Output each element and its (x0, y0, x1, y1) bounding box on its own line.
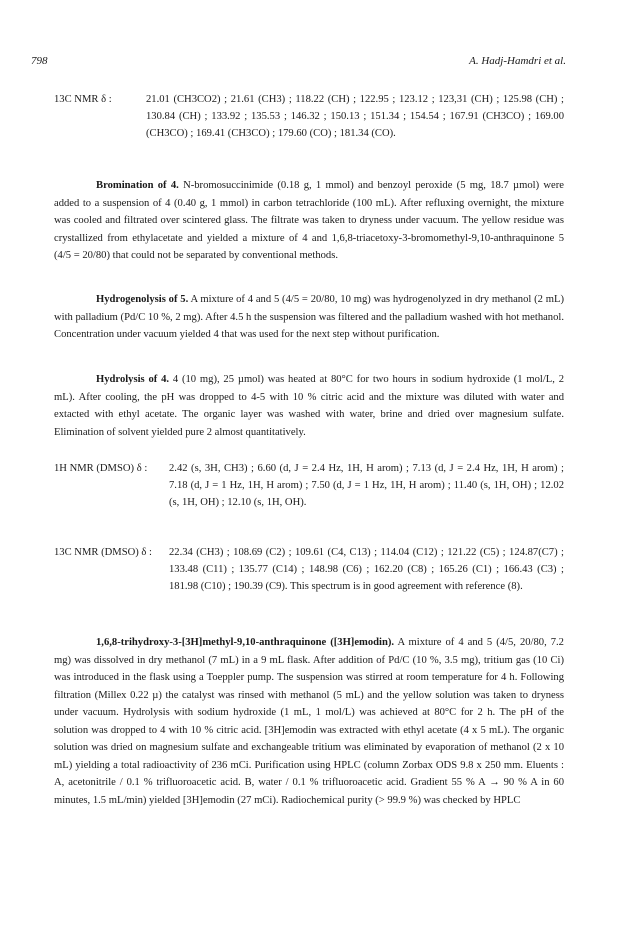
nmr-13c-dmso-text: 22.34 (CH3) ; 108.69 (C2) ; 109.61 (C4, C13) ; 114.04 (C12) ; 121.22 (C5) ; 124.87(C7) ; 133.48 (C11) ; 135.77 (C14) ; 148.98 (C6) ; 162.20 (C8) ; 165.26 (C1) ; 166.43 (C3) ; 181.98 (C10) ; 190.39 (C9). This spectrum is in good agreement with reference (8). (169, 547, 564, 592)
nmr-13c-label: 13C NMR δ : (54, 94, 112, 105)
running-author: A. Hadj-Hamdri et al. (469, 55, 566, 67)
emodin-paragraph (54, 634, 564, 809)
nmr-1h-block (54, 461, 564, 511)
hydrolysis-paragraph (54, 371, 564, 441)
nmr-13c-block (54, 92, 564, 142)
nmr-13c-text: 21.01 (CH3CO2) ; 21.61 (CH3) ; 118.22 (CH) ; 122.95 ; 123.12 ; 123,31 (CH) ; 125.98 (CH) ; 130.84 (CH) ; 133.92 ; 135.53 ; 146.32 ; 150.13 ; 151.34 ; 154.54 ; 167.91 (CH3CO) ; 169.00 (CH3CO) ; 169.41 (CH3CO) ; 179.60 (CO) ; 181.34 (CO). (146, 94, 564, 139)
hydrogenolysis-heading: Hydrogenolysis of 5. (96, 294, 189, 305)
hydrogenolysis-paragraph (54, 291, 564, 344)
nmr-1h-text: 2.42 (s, 3H, CH3) ; 6.60 (d, J = 2.4 Hz, 1H, H arom) ; 7.13 (d, J = 2.4 Hz, 1H, H arom) ; 7.18 (d, J = 1 Hz, 1H, H arom) ; 7.50 (d, J = 1 Hz, 1H, H arom) ; 11.40 (s, 1H, OH) ; 12.02 (s, 1H, OH) ; 12.10 (s, 1H, OH). (169, 463, 564, 508)
nmr-1h-label: 1H NMR (DMSO) δ : (54, 463, 148, 474)
page-number: 798 (31, 55, 48, 67)
emodin-text: A mixture of 4 and 5 (4/5, 20/80, 7.2 mg) was dissolved in dry methanol (7 mL) in a 9 mL flask. After addition of Pd/C (10 %, 3.5 mg), tritium gas (10 Ci) was introduced in the flask using a Toeppler pump. The suspension was stirred at room temperature for 4 h. Following filtration (Millex 0.22 µ) the catalyst was rinsed with methanol (5 mL) and the yellow solution was taken to dryness under vacuum. Hydrolysis with sodium hydroxide (1 mL, 1 mol/L) was achieved at 80°C for 2 h. The pH of the solution was dropped to 4 with 10 % citric acid. [3H]emodin was extracted with ethyl acetate (4 x 5 mL). The organic solution was dried on magnesium sulfate and exchangeable tritium was eliminated by evaporation of methanol (2 x 10 mL) yielding a total radioactivity of 236 mCi. Purification using HPLC (column Zorbax ODS 9.8 x 250 mm. Eluents : A, acetonitrile / 0.1 % trifluoroacetic acid. B, water / 0.1 % trifluoroacetic acid. Gradient 55 % A → 90 % A in 60 minutes, 1.5 mL/min) yielded [3H]emodin (27 mCi). Radiochemical purity (> 99.9 %) was checked by HPLC (54, 637, 564, 806)
bromination-text: N-bromosuccinimide (0.18 g, 1 mmol) and benzoyl peroxide (5 mg, 18.7 µmol) were added to a suspension of 4 (0.40 g, 1 mmol) in carbon tetrachloride (100 mL). After refluxing overnight, the mixture was cooled and filtrated over scintered glass. The filtrate was taken to dryness under vacuum. The yellow residue was crystallized from ethylacetate and yielded a mixture of 4 and 1,6,8-triacetoxy-3-bromomethyl-9,10-anthraquinone 5 (4/5 = 20/80) that could not be separated by conventional methods. (54, 180, 564, 261)
hydrogenolysis-text: A mixture of 4 and 5 (4/5 = 20/80, 10 mg) was hydrogenolyzed in dry methanol (2 mL) with palladium (Pd/C 10 %, 2 mg). After 4.5 h the suspension was filtered and the palladium washed with hot methanol. Concentration under vacuum yielded 4 that was used for the next step without purification. (54, 294, 564, 340)
emodin-heading: 1,6,8-trihydroxy-3-[3H]methyl-9,10-anthraquinone ([3H]emodin). (96, 637, 395, 648)
bromination-heading: Bromination of 4. (96, 180, 179, 191)
hydrolysis-heading: Hydrolysis of 4. (96, 374, 170, 385)
nmr-13c-dmso-label: 13C NMR (DMSO) δ : (54, 547, 152, 558)
hydrolysis-text: 4 (10 mg), 25 µmol) was heated at 80°C for two hours in sodium hydroxide (1 mol/L, 2 mL). After cooling, the pH was dropped to 4-5 with 10 % citric acid and the mixture was diluted with water and extacted with ethyl acetate. The organic layer was washed with water, brine and dried over magnesium sulfate. Elimination of solvent yielded pure 2 almost quantitatively. (54, 374, 564, 438)
nmr-13c-dmso-block (54, 545, 564, 595)
bromination-paragraph (54, 177, 564, 265)
